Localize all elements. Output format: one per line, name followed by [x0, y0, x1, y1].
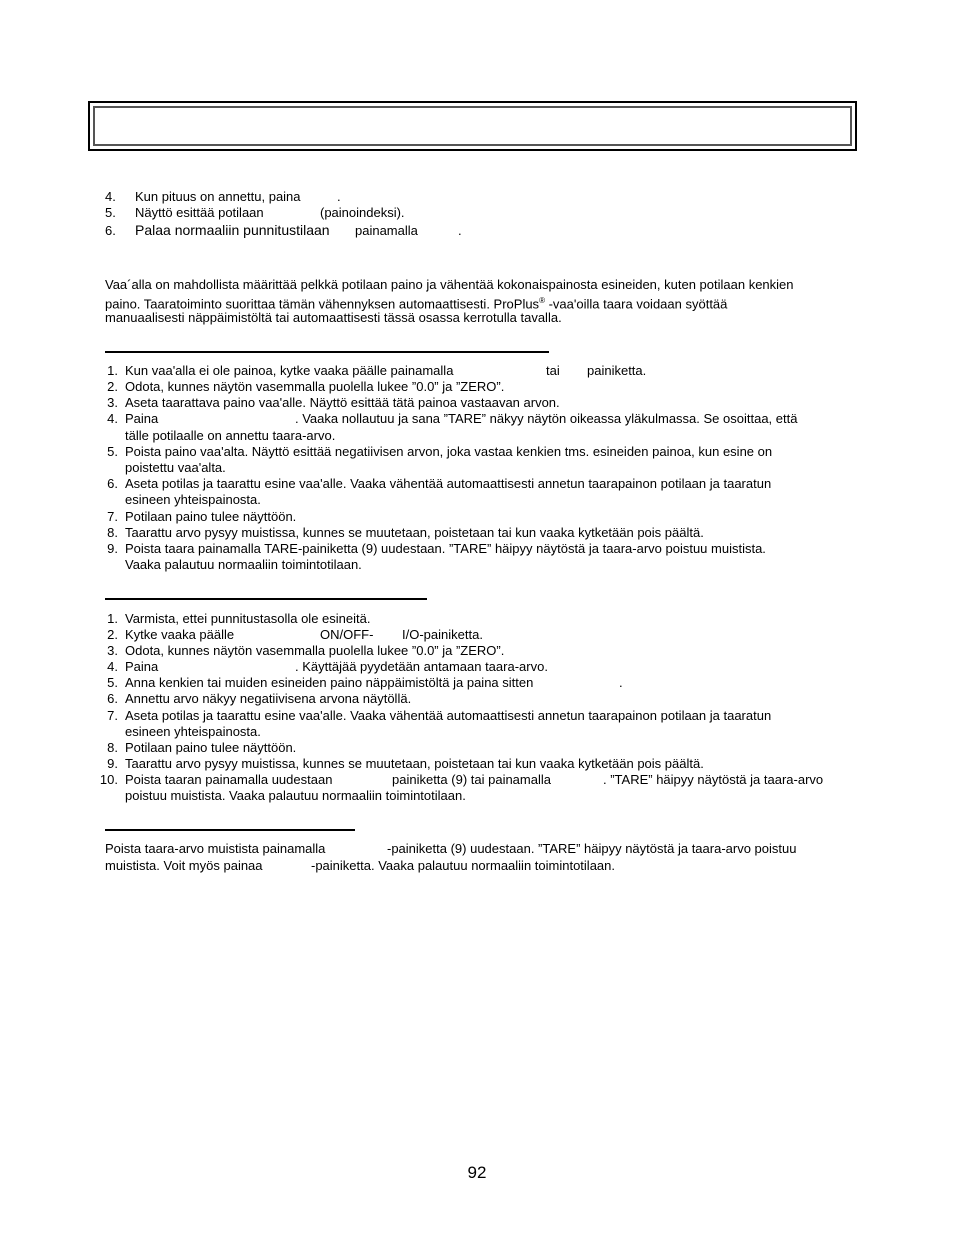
- list-item-text: Paina: [125, 659, 159, 674]
- list-item-text: poistettu vaa'alta.: [125, 460, 226, 475]
- list-item-text: esineen yhteispainosta.: [125, 492, 261, 507]
- list-number: 4.: [107, 411, 118, 426]
- list-number: 5.: [105, 205, 116, 220]
- list-item-text: Aseta potilas ja taarattu esine vaa'alle. Vaaka vähentää automaattisesti annetun taarapainon potilaan ja taaratun: [125, 476, 772, 491]
- list-item-text: .: [619, 675, 623, 690]
- list-item-text: tälle potilaalle on annettu taara-arvo.: [125, 428, 336, 443]
- list-number: 2.: [107, 379, 118, 394]
- list-number: 1.: [107, 363, 118, 378]
- list-number: 10.: [99, 772, 118, 787]
- paragraph-text: -painiketta. Vaaka palautuu normaaliin toimintotilaan.: [311, 858, 615, 873]
- list-number: 3.: [107, 395, 118, 410]
- list-item-text: poistuu muistista. Vaaka palautuu normaaliin toimintotilaan.: [125, 788, 466, 803]
- list-item-text: painiketta (9) tai painamalla: [392, 772, 551, 787]
- list-number: 6.: [105, 223, 116, 238]
- list-number: 7.: [107, 708, 118, 723]
- paragraph-text: Poista taara-arvo muistista painamalla: [105, 841, 326, 856]
- list-number: 8.: [107, 525, 118, 540]
- list-number: 5.: [107, 444, 118, 459]
- list-item-text: .: [458, 223, 462, 238]
- list-item-text: Kun vaa'alla ei ole painoa, kytke vaaka päälle painamalla: [125, 363, 454, 378]
- paragraph-text: paino. Taaratoiminto suorittaa tämän vähennyksen automaattisesti. ProPlus: [105, 296, 540, 312]
- list-item-text: Aseta potilas ja taarattu esine vaa'alle. Vaaka vähentää automaattisesti annetun taarapainon potilaan ja taaratun: [125, 708, 772, 723]
- registered-mark: ®: [539, 296, 545, 305]
- paragraph-line: Vaa´alla on mahdollista määrittää pelkkä potilaan paino ja vähentää kokonaispainosta esineiden, kuten potilaan kenkien: [105, 277, 794, 292]
- section-underline: [105, 829, 355, 831]
- list-item-text: Palaa normaaliin punnitustilaan: [135, 222, 330, 238]
- paragraph-text: -painiketta (9) uudestaan. ”TARE” häipyy näytöstä ja taara-arvo poistuu: [387, 841, 797, 856]
- list-item-text: Odota, kunnes näytön vasemmalla puolella lukee ”0.0” ja ”ZERO”.: [125, 379, 505, 394]
- list-number: 5.: [107, 675, 118, 690]
- list-item-text: Annettu arvo näkyy negatiivisena arvona näytöllä.: [125, 691, 412, 706]
- list-number: 7.: [107, 509, 118, 524]
- list-number: 3.: [107, 643, 118, 658]
- list-item-text: Potilaan paino tulee näyttöön.: [125, 740, 297, 755]
- list-number: 9.: [107, 541, 118, 556]
- list-item-text: Taarattu arvo pysyy muistissa, kunnes se muutetaan, poistetaan tai kun vaaka kytketään pois päältä.: [125, 525, 704, 540]
- list-item-text: Poista paino vaa'alta. Näyttö esittää negatiivisen arvon, joka vastaa kenkien tms. esineiden painoa, kun esine on: [125, 444, 773, 459]
- paragraph-line: manuaalisesti näppäimistöltä tai automaattisesti tässä osassa kerrotulla tavalla.: [105, 310, 562, 325]
- list-number: 4.: [107, 659, 118, 674]
- section-header-box: [88, 101, 857, 151]
- list-number: 1.: [107, 611, 118, 626]
- list-item-text: Näyttö esittää potilaan: [135, 205, 264, 220]
- list-item-text: Anna kenkien tai muiden esineiden paino näppäimistöltä ja paina sitten: [125, 675, 534, 690]
- list-number: 2.: [107, 627, 118, 642]
- list-item-text: Poista taara painamalla TARE-painiketta (9) uudestaan. ”TARE” häipyy näytöstä ja taara-arvo poistuu muistista.: [125, 541, 766, 556]
- list-item-text: Kytke vaaka päälle: [125, 627, 235, 642]
- list-item-text: Paina: [125, 411, 159, 426]
- list-item-text: tai: [546, 363, 560, 378]
- list-item-text: . ”TARE” häipyy näytöstä ja taara-arvo: [603, 772, 824, 787]
- section-underline: [105, 598, 427, 600]
- list-item-text: . Vaaka nollautuu ja sana ”TARE” näkyy näytön oikeassa yläkulmassa. Se osoittaa, että: [295, 411, 798, 426]
- list-number: 6.: [107, 691, 118, 706]
- list-item-text: (painoindeksi).: [320, 205, 405, 220]
- list-item-text: Aseta taarattava paino vaa'alle. Näyttö esittää tätä painoa vastaavan arvon.: [125, 395, 560, 410]
- list-item-text: Varmista, ettei punnitustasolla ole esineitä.: [125, 611, 371, 626]
- list-item-text: painamalla: [355, 223, 418, 238]
- list-item-text: Potilaan paino tulee näyttöön.: [125, 509, 297, 524]
- list-item-text: . Käyttäjää pyydetään antamaan taara-arvo.: [295, 659, 548, 674]
- list-item-text: esineen yhteispainosta.: [125, 724, 261, 739]
- list-item-text: painiketta.: [587, 363, 647, 378]
- list-item-text: ON/OFF-: [320, 627, 374, 642]
- section-underline: [105, 351, 549, 353]
- list-item-text: Vaaka palautuu normaaliin toimintotilaan.: [125, 557, 362, 572]
- list-item-text: Poista taaran painamalla uudestaan: [125, 772, 333, 787]
- list-item-text: .: [337, 189, 341, 204]
- paragraph-text: -vaa'oilla taara voidaan syöttää: [544, 296, 728, 312]
- list-item-text: I/O-painiketta.: [402, 627, 483, 642]
- list-number: 4.: [105, 189, 116, 204]
- list-item-text: Odota, kunnes näytön vasemmalla puolella lukee ”0.0” ja ”ZERO”.: [125, 643, 505, 658]
- list-number: 9.: [107, 756, 118, 771]
- list-item-text: Kun pituus on annettu, paina: [135, 189, 301, 204]
- page-number: 92: [467, 1163, 487, 1182]
- list-number: 8.: [107, 740, 118, 755]
- list-item-text: Taarattu arvo pysyy muistissa, kunnes se muutetaan, poistetaan tai kun vaaka kytketään pois päältä.: [125, 756, 704, 771]
- paragraph-text: muistista. Voit myös painaa: [105, 858, 263, 873]
- list-number: 6.: [107, 476, 118, 491]
